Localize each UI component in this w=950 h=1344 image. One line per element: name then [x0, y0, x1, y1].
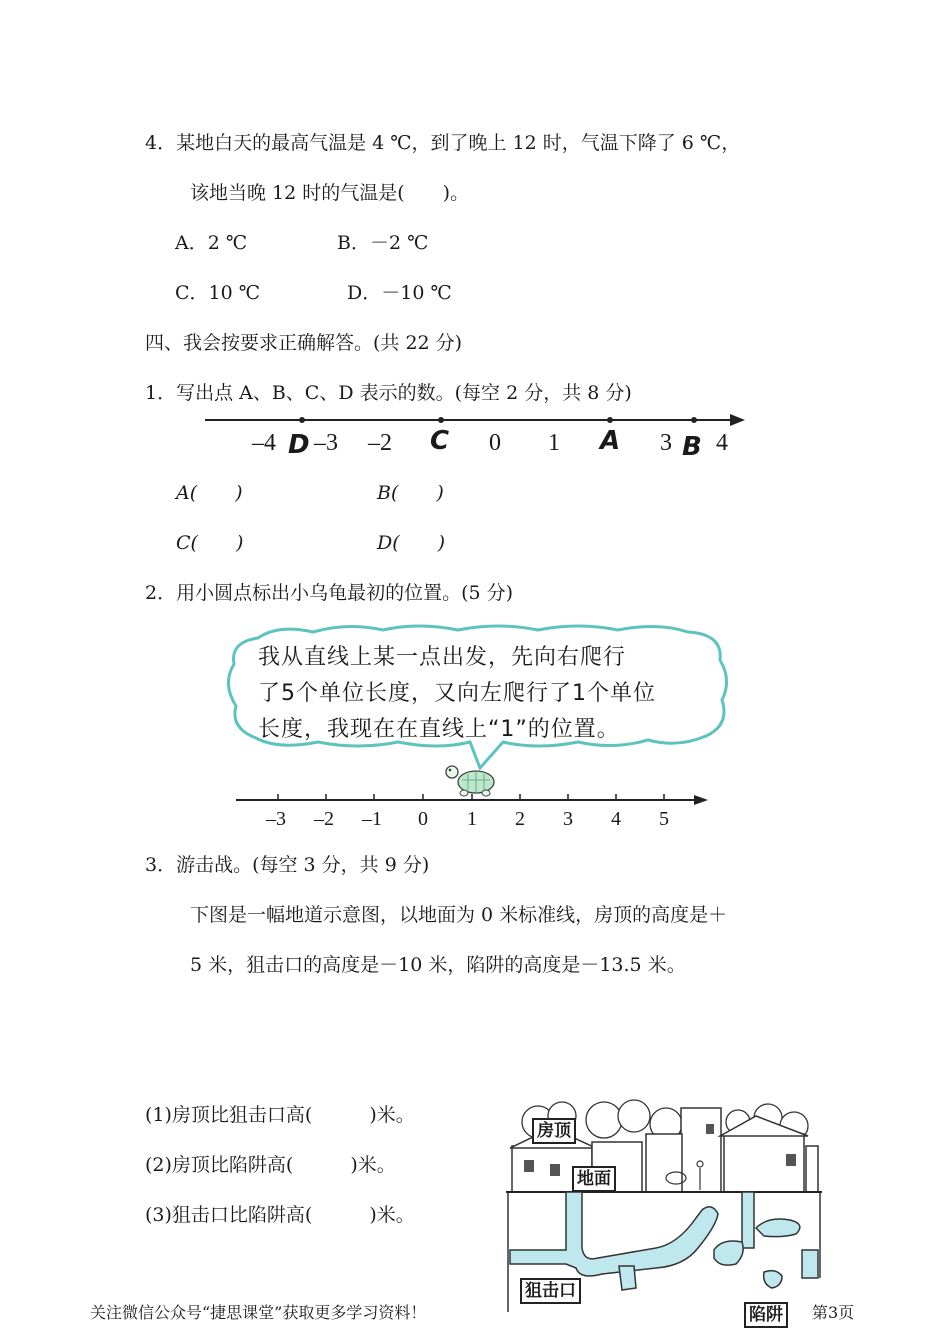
blank-c[interactable]: C( ) — [176, 532, 244, 554]
p2-tick: 1 — [467, 808, 477, 830]
section-heading: 四、我会按要求正确解答。(共 22 分) — [145, 332, 463, 354]
p1-letter-a: A — [600, 426, 621, 456]
p3-prompt: 3．游击战。(每空 3 分，共 9 分) — [145, 854, 430, 876]
q4-line1: 4．某地白天的最高气温是 4 ℃，到了晚上 12 时，气温下降了 6 ℃， — [145, 132, 741, 154]
p2-tick: 2 — [515, 808, 525, 830]
blank-a[interactable]: A( ) — [176, 482, 243, 504]
blank-b[interactable]: B( ) — [377, 482, 444, 504]
p2-number-line — [232, 790, 712, 810]
p2-tick: 3 — [563, 808, 573, 830]
p1-tick: 0 — [489, 430, 501, 456]
p1-tick: 4 — [716, 430, 728, 456]
label-trap: 陷阱 — [744, 1302, 788, 1328]
p1-letter-c: C — [430, 426, 450, 456]
q4-line2: 该地当晚 12 时的气温是( )。 — [190, 182, 470, 204]
p2-tick: –3 — [266, 808, 286, 830]
p3-question-3[interactable]: (3)狙击口比陷阱高( )米。 — [145, 1204, 415, 1226]
p1-prompt: 1．写出点 A、B、C、D 表示的数。(每空 2 分，共 8 分) — [145, 382, 632, 404]
page-number: 第3页 — [812, 1303, 855, 1322]
p1-tick: –2 — [368, 430, 392, 456]
q4-option-b: B．－2 ℃ — [337, 232, 429, 254]
p2-tick: –2 — [314, 808, 334, 830]
q4-option-a: A．2 ℃ — [175, 232, 248, 254]
p2-tick: 4 — [611, 808, 621, 830]
p1-tick: –3 — [314, 430, 338, 456]
p2-tick: 0 — [418, 808, 428, 830]
p3-question-1[interactable]: (1)房顶比狙击口高( )米。 — [145, 1104, 415, 1126]
p2-prompt: 2．用小圆点标出小乌龟最初的位置。(5 分) — [145, 582, 514, 604]
p1-number-line — [200, 408, 760, 428]
p1-letter-d: D — [288, 430, 310, 460]
bubble-line: 了5个单位长度，又向左爬行了1个单位 — [258, 681, 656, 706]
bubble-text — [258, 640, 718, 748]
p3-desc-line1: 下图是一幅地道示意图，以地面为 0 米标准线，房顶的高度是＋ — [190, 904, 728, 926]
label-sniper: 狙击口 — [520, 1278, 581, 1304]
p1-tick: –4 — [252, 430, 276, 456]
p1-letter-b: B — [682, 432, 702, 462]
p3-desc-line2: 5 米，狙击口的高度是－10 米，陷阱的高度是－13.5 米。 — [190, 954, 686, 976]
blank-d[interactable]: D( ) — [377, 532, 446, 554]
q4-option-d: D．－10 ℃ — [347, 282, 452, 304]
p2-tick: –1 — [362, 808, 382, 830]
label-roof: 房顶 — [532, 1118, 576, 1144]
label-ground: 地面 — [572, 1166, 616, 1192]
p2-tick: 5 — [659, 808, 669, 830]
bubble-line: 我从直线上某一点出发，先向右爬行 — [258, 645, 627, 670]
p1-tick: 1 — [548, 430, 560, 456]
p3-question-2[interactable]: (2)房顶比陷阱高( )米。 — [145, 1154, 396, 1176]
bubble-line: 长度，我现在在直线上“1”的位置。 — [258, 717, 620, 742]
p1-tick: 3 — [660, 430, 672, 456]
q4-option-c: C．10 ℃ — [175, 282, 261, 304]
footer-text: 关注微信公众号“捷思课堂”获取更多学习资料！ — [90, 1303, 427, 1322]
